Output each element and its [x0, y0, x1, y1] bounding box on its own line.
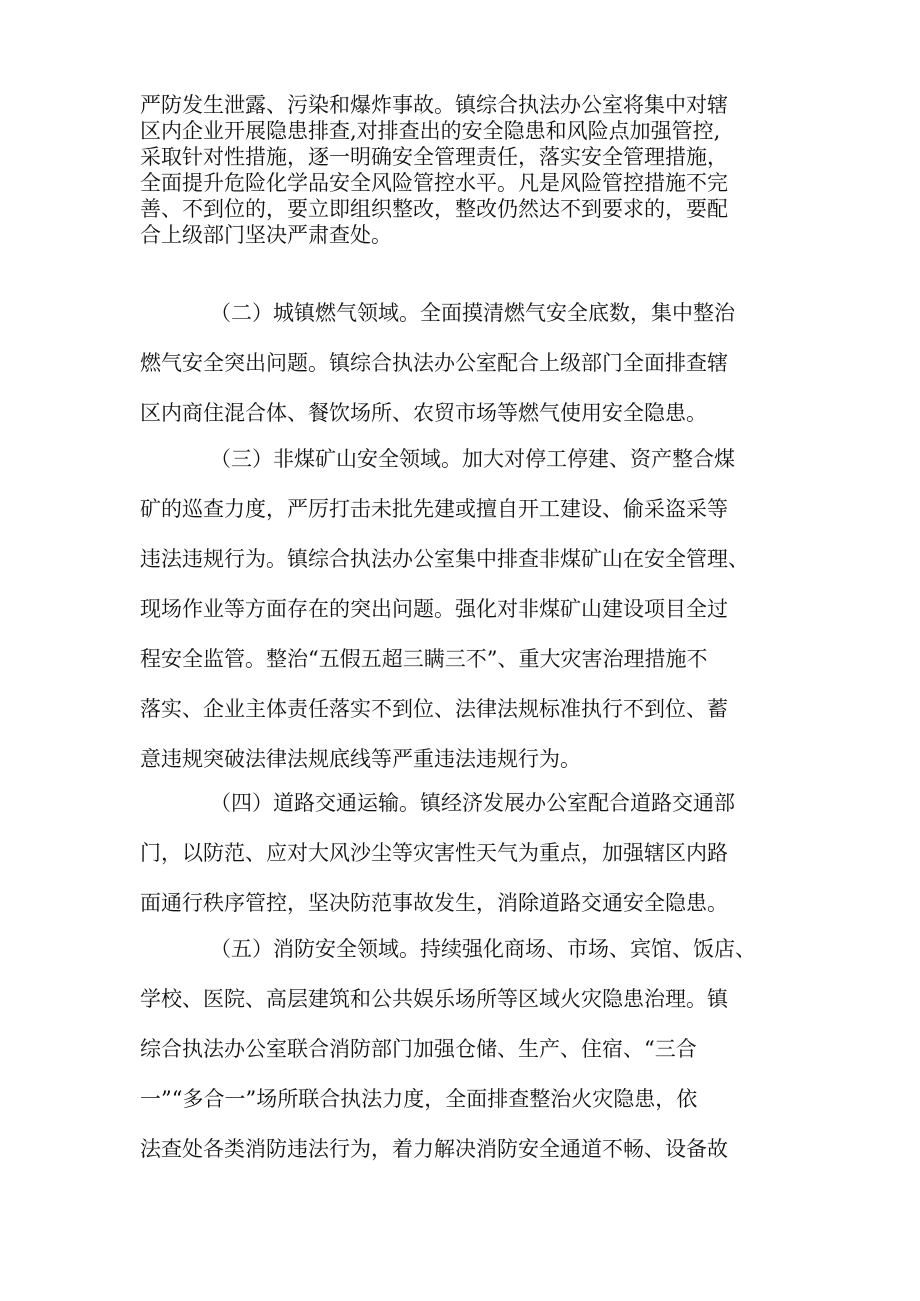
text-line: 区内企业开展隐患排查,对排查出的安全隐患和风险点加强管控, [140, 119, 721, 143]
text-line: （四）道路交通运输。镇经济发展办公室配合道路交通部 [210, 791, 735, 815]
paragraph-hazardous-chemicals-continued [140, 92, 785, 248]
text-line: 综合执法办公室联合消防部门加强仓储、生产、住宿、“三合 [140, 1037, 697, 1061]
text-line: 面通行秩序管控，坚决防范事故发生，消除道路交通安全隐患。 [140, 891, 728, 915]
text-line: 合上级部门坚决严肃查处。 [140, 223, 392, 247]
text-line: 燃气安全突出问题。镇综合执法办公室配合上级部门全面排查辖 [140, 351, 728, 375]
paragraph-urban-gas [140, 288, 785, 438]
text-line: 落实、企业主体责任落实不到位、法律法规标准执行不到位、蓄 [140, 697, 728, 721]
text-line: （五）消防安全领域。持续强化商场、市场、宾馆、饭店、 [210, 937, 756, 961]
text-line: 区内商住混合体、餐饮场所、农贸市场等燃气使用安全隐患。 [140, 401, 707, 425]
text-line: 法查处各类消防违法行为，着力解决消防安全通道不畅、设备故 [140, 1137, 728, 1161]
text-line: （三）非煤矿山安全领域。加大对停工停建、资产整合煤 [210, 447, 735, 471]
text-line: 学校、医院、高层建筑和公共娱乐场所等区域火灾隐患治理。镇 [140, 987, 728, 1011]
text-line: 现场作业等方面存在的突出问题。强化对非煤矿山建设项目全过 [140, 597, 728, 621]
text-line: 善、不到位的，要立即组织整改，整改仍然达不到要求的，要配 [140, 197, 728, 221]
text-line: 全面提升危险化学品安全风险管控水平。凡是风险管控措施不完 [140, 171, 728, 195]
text-line: 一”“多合一”场所联合执法力度，全面排查整治火灾隐患，依 [140, 1087, 698, 1111]
text-line: 门，以防范、应对大风沙尘等灾害性天气为重点，加强辖区内路 [140, 841, 728, 865]
text-line: 矿的巡查力度，严厉打击未批先建或擅自开工建设、偷采盗采等 [140, 497, 728, 521]
text-line: 严防发生泄露、污染和爆炸事故。镇综合执法办公室将集中对辖 [140, 93, 728, 117]
text-line: 程安全监管。整治“五假五超三瞒三不”、重大灾害治理措施不 [140, 647, 708, 671]
paragraph-fire-safety [140, 924, 785, 1174]
text-line: （二）城镇燃气领域。全面摸清燃气安全底数，集中整治 [210, 301, 735, 325]
text-line: 意违规突破法律法规底线等严重违法违规行为。 [140, 747, 581, 771]
text-line: 采取针对性措施，逐一明确安全管理责任，落实安全管理措施， [140, 145, 728, 169]
paragraph-road-traffic [140, 778, 785, 928]
paragraph-non-coal-mines [140, 434, 785, 784]
text-line: 违法违规行为。镇综合执法办公室集中排查非煤矿山在安全管理、 [140, 547, 749, 571]
